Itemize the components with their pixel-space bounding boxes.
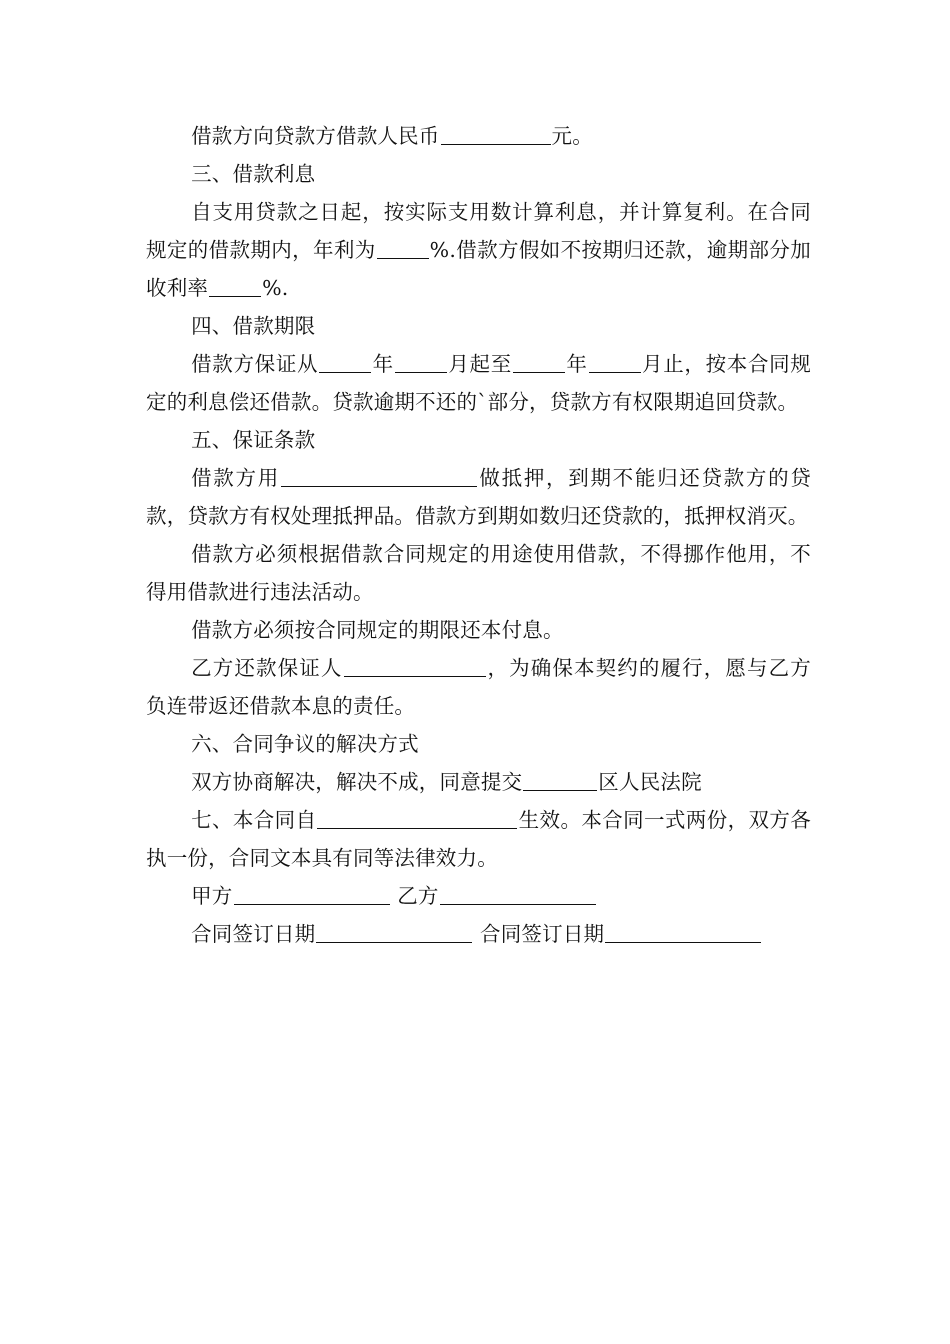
contract-body bbox=[146, 117, 811, 953]
start-year-blank bbox=[319, 350, 371, 373]
text: 区人民法院 bbox=[598, 770, 702, 794]
text: 合同签订日期 bbox=[191, 922, 316, 946]
text: 生效。本合同一式两份，双方各执一份，合同文本具有同等法律效力。 bbox=[146, 808, 811, 870]
text: 合同签订日期 bbox=[473, 922, 605, 946]
interest-paragraph bbox=[146, 193, 811, 307]
text: 七、本合同自 bbox=[191, 808, 317, 832]
court-district-blank bbox=[523, 768, 597, 791]
start-month-blank bbox=[395, 350, 447, 373]
text: 做抵押，到期不能归还贷款方的贷款，贷款方有权处理抵押品。借款方到期如数归还贷款的，抵押权消灭。 bbox=[146, 466, 811, 528]
section-heading-interest: 三、借款利息 bbox=[191, 162, 316, 186]
parties-signature-line bbox=[146, 877, 811, 915]
party-a-blank bbox=[234, 882, 390, 905]
dispute-paragraph bbox=[146, 763, 811, 801]
text: 年 bbox=[565, 352, 588, 376]
text: 甲方 bbox=[191, 884, 233, 908]
signing-date-a-blank bbox=[316, 920, 472, 943]
signing-date-b-blank bbox=[605, 920, 761, 943]
text: 元。 bbox=[551, 124, 593, 148]
text: 借款方用 bbox=[191, 466, 280, 490]
guarantor-blank bbox=[344, 654, 486, 677]
end-year-blank bbox=[513, 350, 565, 373]
text: 乙方还款保证人 bbox=[191, 656, 343, 680]
guarantor-paragraph bbox=[146, 649, 811, 725]
section-heading-guarantee: 五、保证条款 bbox=[191, 428, 316, 452]
signing-date-line bbox=[146, 915, 811, 953]
text: 借款方向贷款方借款人民币 bbox=[191, 124, 440, 148]
usage-paragraph: 借款方必须根据借款合同规定的用途使用借款，不得挪作他用，不得用借款进行违法活动。 bbox=[146, 542, 811, 604]
effective-date-blank bbox=[317, 806, 517, 829]
text: 月止，按本合同规定的利息偿还借款。贷款逾期不还的`部分，贷款方有权限期追回贷款。 bbox=[146, 352, 812, 414]
text: 年 bbox=[372, 352, 394, 376]
loan-amount-paragraph bbox=[146, 117, 811, 155]
party-b-blank bbox=[440, 882, 596, 905]
text: 双方协商解决，解决不成，同意提交 bbox=[191, 770, 523, 794]
effective-paragraph bbox=[146, 801, 811, 877]
term-paragraph bbox=[146, 345, 811, 421]
text: 乙方 bbox=[390, 884, 439, 908]
repayment-paragraph: 借款方必须按合同规定的期限还本付息。 bbox=[191, 618, 564, 642]
text: 借款方保证从 bbox=[191, 352, 319, 376]
annual-rate-blank bbox=[377, 236, 429, 259]
text: %. bbox=[262, 276, 289, 300]
end-month-blank bbox=[589, 350, 641, 373]
section-heading-dispute: 六、合同争议的解决方式 bbox=[191, 732, 419, 756]
collateral-blank bbox=[281, 464, 477, 487]
collateral-paragraph bbox=[146, 459, 811, 535]
text: %.借款方假如不按期归还款，逾期部分加收利率 bbox=[146, 238, 812, 300]
text: 自支用贷款之日起，按实际支用数计算利息，并计算复利。在合同规定的借款期内，年利为 bbox=[146, 200, 811, 262]
text: 月起至 bbox=[447, 352, 512, 376]
text: ，为确保本契约的履行，愿与乙方负连带返还借款本息的责任。 bbox=[146, 656, 812, 718]
section-heading-term: 四、借款期限 bbox=[191, 314, 316, 338]
amount-blank bbox=[441, 122, 551, 145]
overdue-rate-blank bbox=[209, 274, 261, 297]
